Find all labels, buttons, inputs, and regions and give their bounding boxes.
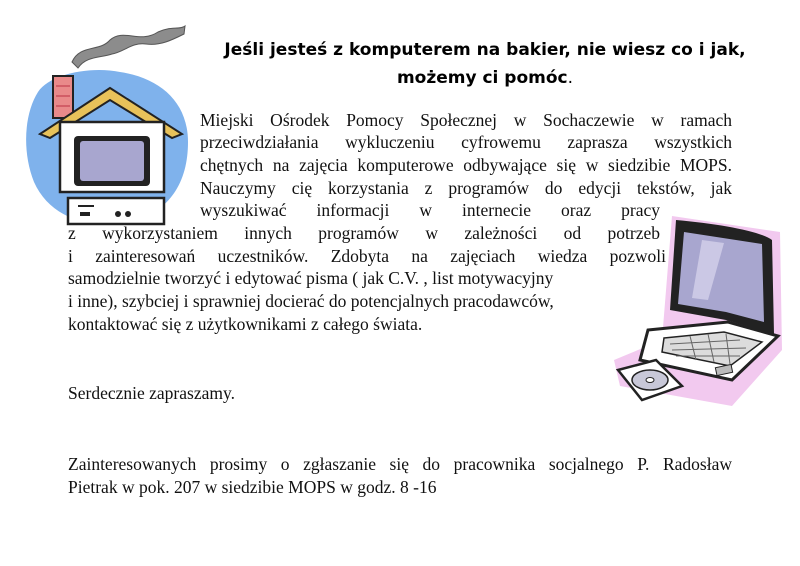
paragraph-line: i inne), szybciej i sprawniej docierać do potencjalnych pracodawców, — [68, 291, 554, 311]
house-computer-clipart-icon — [20, 22, 200, 232]
contact-line: Zainteresowanych prosimy o zgłaszanie się do pracownika socjalnego P. Radosław — [68, 454, 732, 474]
headline-line-2 — [200, 64, 770, 92]
paragraph-line: przeciwdziałania wykluczeniu cyfrowemu zaprasza wszystkich — [200, 132, 732, 152]
paragraph-line: z wykorzystaniem innych programów w zależności od potrzeb — [68, 223, 660, 243]
headline — [200, 36, 770, 92]
paragraph-line: wyszukiwać informacji w internecie oraz pracy — [200, 200, 660, 220]
paragraph-line: Nauczymy cię korzystania z programów do edycji tekstów, jak — [200, 178, 732, 198]
headline-period: . — [567, 68, 574, 88]
paragraph-line: i zainteresowań uczestników. Zdobyta na zajęciach wiedza pozwoli — [68, 246, 666, 266]
contact-line: Pietrak w pok. 207 w siedzibie MOPS w godz. 8 -16 — [68, 477, 437, 497]
paragraph-line: chętnych na zajęcia komputerowe odbywające się w siedzibie MOPS. — [200, 155, 732, 175]
headline-line-1: Jeśli jesteś z komputerem na bakier, nie wiesz co i jak, — [224, 40, 746, 60]
paragraph-line: Miejski Ośrodek Pomocy Społecznej w Sochaczewie w ramach — [200, 110, 732, 130]
invitation-text: Serdecznie zapraszamy. — [68, 383, 235, 403]
headline-line-2-text: możemy ci pomóc — [396, 68, 568, 88]
paragraph-line: kontaktować się z użytkownikami z całego świata. — [68, 314, 423, 334]
paragraph-line: samodzielnie tworzyć i edytować pisma ( jak C.V. , list motywacyjny — [68, 268, 554, 288]
